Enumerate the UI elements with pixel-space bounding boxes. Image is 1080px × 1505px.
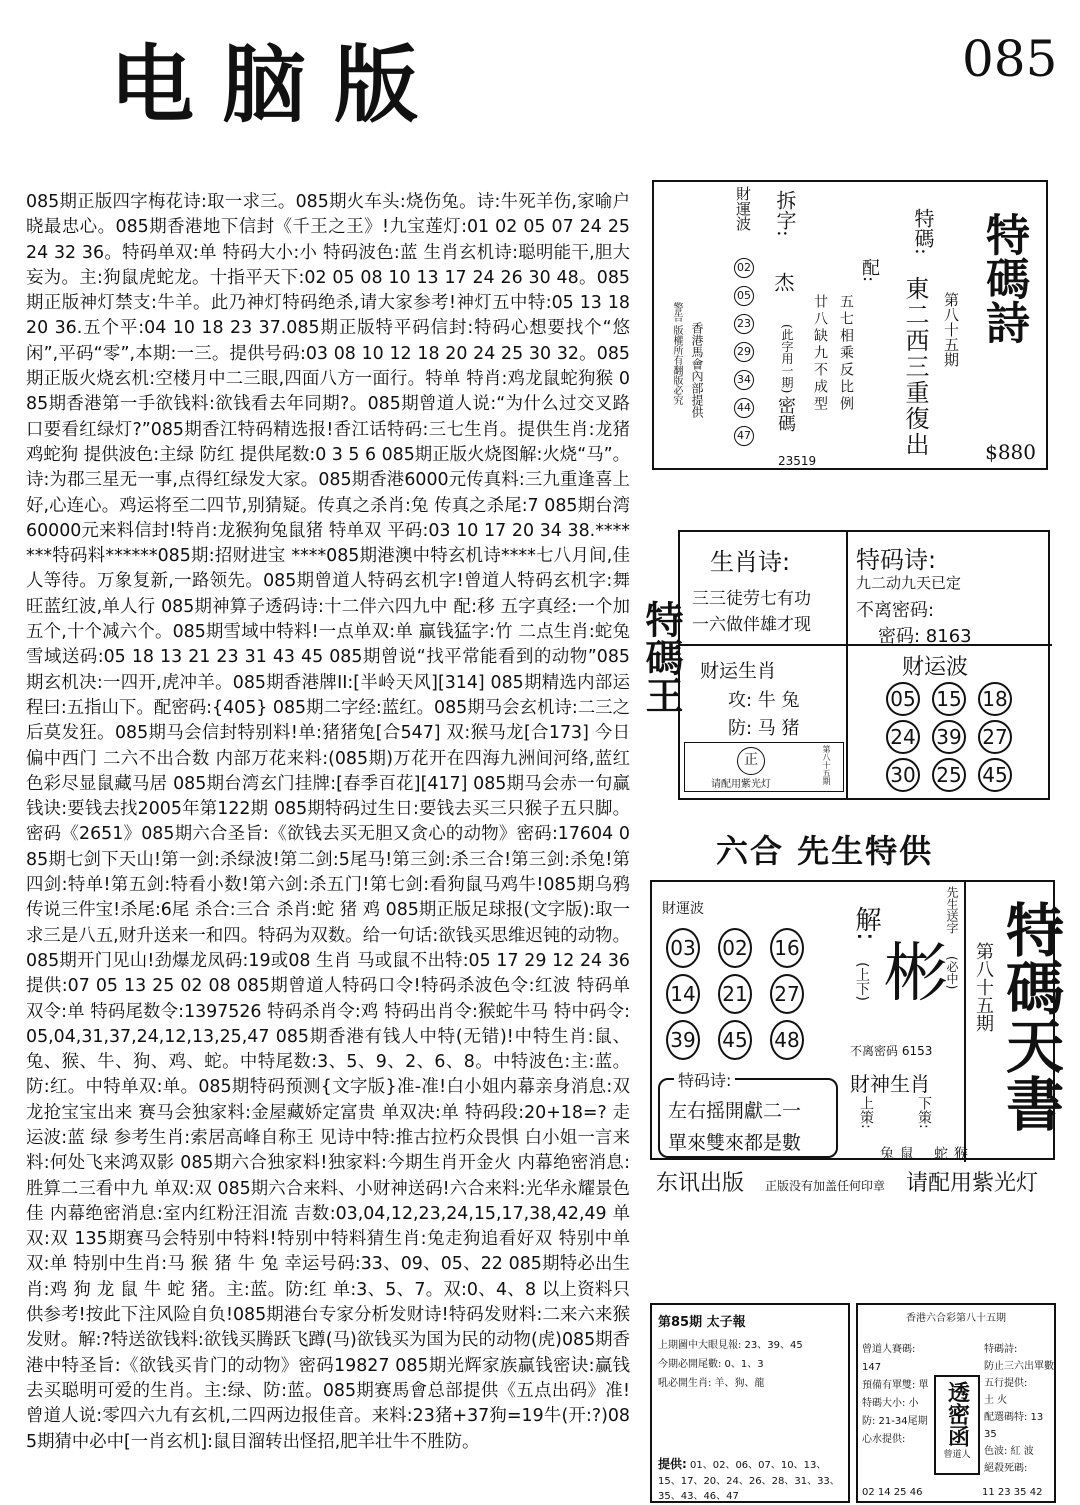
footer-lamp: 请配用紫光灯: [906, 1171, 1039, 1196]
zodiac-poem-title: 生肖诗:: [710, 548, 791, 576]
taizi-box: [650, 1303, 850, 1503]
liuhe-wave-title: 財運波: [662, 901, 704, 917]
tema-poem-code: 23519: [778, 454, 817, 468]
liuhe-wave-number: 39: [666, 1020, 700, 1060]
caishen-xia: 下策:: [916, 1096, 932, 1129]
liuhe-wave-number: 14: [666, 974, 700, 1014]
toumi-r-line-6: 絕殺死碼:: [984, 1463, 1028, 1474]
footer-line: [656, 1166, 1056, 1197]
liuhe-wave-number: 48: [770, 1020, 804, 1060]
chaizi-tail: 密碼: [775, 396, 796, 432]
toumi-header: 香港六合彩第八十五期: [906, 1313, 1006, 1324]
issue-number: 085: [962, 30, 1058, 88]
zodiac-poem-line-1: 三三徒劳七有功: [692, 589, 811, 609]
taizi-numbers: 01、02、06、07、10、13、15、17、20、24、26、28、31、33、35、43、46、47: [658, 1460, 840, 1502]
caishen-xia-items: 猴 蛇: [932, 1146, 968, 1160]
zodiac-fortune-title: 财运生肖: [700, 660, 777, 682]
liuhe-bizhong: (必中): [945, 956, 959, 990]
side-label-text: 特碼王: [639, 600, 684, 714]
liuhe-wave-number: 16: [770, 928, 804, 968]
toumi-r-line-5: 色波: 紅 波: [984, 1446, 1034, 1457]
taizi-line-2: 今期必開尾數: 0、1、3: [658, 1359, 764, 1370]
zodiac-tema-title: 特码诗:: [856, 546, 937, 574]
tema-line: 東二西三重復出: [901, 276, 929, 458]
taizi-provide-label: 提供:: [658, 1457, 687, 1471]
source-line-1: 香港馬會內部提供: [690, 322, 704, 418]
liuhe-banner: 六合 先生特供: [716, 832, 934, 870]
caiyun-number: 02: [734, 258, 754, 278]
zodiac-seal-note: 请配用紫光灯: [711, 779, 771, 790]
zodiac-tema-cell: [848, 532, 1052, 646]
zodiac-wave-title: 财运波: [902, 655, 969, 680]
toumi-row-2: 預備有單雙: 單: [862, 1380, 929, 1391]
zodiac-box: [678, 530, 1050, 800]
match-line-1: 五七相乘反比例: [838, 294, 854, 413]
zodiac-poem-line-2: 一六做伴雄才现: [692, 615, 811, 635]
toumi-center-frame: [934, 1375, 980, 1475]
toumi-right: [984, 1341, 1056, 1477]
chaizi-note: (此字用一期): [780, 324, 794, 394]
tianshu-issue: 第八十五期: [973, 942, 994, 1032]
match-line-2: 廿八缺九不成型: [812, 294, 828, 413]
wave-number: 45: [978, 758, 1012, 792]
toumi-r-line-3: 土 火: [984, 1395, 1008, 1406]
toumi-center: 透密函: [944, 1381, 970, 1447]
zodiac-attack: 攻: 牛 兔: [728, 690, 800, 711]
wave-number: 25: [932, 758, 966, 792]
liuhe-wave-number: 21: [718, 974, 752, 1014]
caishen-shang: 上策:: [858, 1096, 874, 1129]
toumi-bottom-right: 11 23 35 42: [982, 1487, 1043, 1498]
liuhe-wave-number: 02: [718, 928, 752, 968]
chaizi-label: 拆字:: [773, 190, 797, 237]
toumi-r-line-2: 五行提供:: [984, 1378, 1028, 1389]
tianshu-poem-line-1: 左右摇開獻二一: [668, 1100, 802, 1122]
liuhe-jie: 解:: [851, 906, 881, 941]
wave-number: 39: [932, 720, 966, 754]
zodiac-wave-cell: [848, 646, 1052, 798]
toumi-row-3: 特碼大小: 小: [862, 1398, 919, 1409]
taizi-line-1: 上期圖中大眼見報: 23、39、45: [658, 1340, 803, 1351]
toumi-bottom-left: 02 14 25 46: [862, 1487, 923, 1498]
tianshu-poem-title: 特码诗:: [674, 1068, 735, 1091]
toumi-box: [856, 1303, 1056, 1503]
toumi-left: [862, 1341, 932, 1449]
caiyun-label: 財運波: [734, 186, 752, 231]
taizi-line-3: 吼必開生肖: 羊、狗、龍: [658, 1378, 765, 1389]
liuhe-wave-number: 27: [770, 974, 804, 1014]
zodiac-tema-line-1: 九二动九天已定: [856, 574, 962, 592]
liuhe-jie-note: (上下): [854, 962, 870, 1001]
tianshu-poem-line-2: 單來雙來都是數: [668, 1132, 802, 1154]
wave-number: 24: [886, 720, 920, 754]
tema-poem-title: 特碼詩: [978, 212, 1029, 344]
wave-number: 30: [886, 758, 920, 792]
caiyun-number: 47: [734, 426, 754, 446]
caishen-shang-items: 鼠 兔: [878, 1146, 914, 1160]
wave-number: 05: [886, 682, 920, 716]
toumi-row-1: 曾道人賽碼: 147: [862, 1344, 916, 1373]
tema-poem-issue: 第八十五期: [942, 292, 960, 367]
zodiac-defend: 防: 马 猪: [728, 718, 800, 739]
zodiac-tema-line-3: 密码: 8163: [878, 626, 972, 647]
tianshu-title: 特碼天書: [996, 900, 1064, 1132]
wave-number: 15: [932, 682, 966, 716]
caishen-title: 財神生肖: [850, 1072, 930, 1096]
toumi-r-title: 特碼詩:: [984, 1344, 1018, 1355]
liuhe-buli: 不离密码 6153: [850, 1044, 933, 1058]
toumi-r-line-4: 配選碼特: 13 35: [984, 1412, 1044, 1440]
liuhe-wave-number: 03: [666, 928, 700, 968]
toumi-center-sub: 曾道人: [943, 1450, 971, 1460]
tianshu-poem-frame: [658, 1071, 838, 1158]
tema-poem-price: $880: [985, 440, 1036, 464]
footer-note: 正版没有加盖任何印章: [765, 1179, 886, 1193]
source-line-2: 警告 版權所有翻版必究: [671, 302, 682, 406]
tema-poem-box: [652, 180, 1048, 470]
caiyun-numbers: [734, 254, 756, 450]
zodiac-seal-frame: [684, 742, 844, 792]
wave-number: 18: [978, 682, 1012, 716]
liuhe-big-char: 彬: [884, 937, 948, 1011]
liuhe-wave-number: 45: [718, 1020, 752, 1060]
taizi-title: 第85期 太子報: [658, 1315, 746, 1330]
toumi-row-5: 心水提供:: [862, 1434, 906, 1445]
footer-publisher: 东讯出版: [656, 1171, 745, 1196]
side-label: [634, 600, 684, 714]
tema-label: 特碼:: [911, 208, 935, 255]
caiyun-number: 34: [734, 370, 754, 390]
tianshu-divider: [964, 882, 966, 1162]
caiyun-number: 05: [734, 286, 754, 306]
tianshu-box: [650, 880, 1064, 1160]
match-label: 配:: [859, 258, 880, 283]
wave-number: 27: [978, 720, 1012, 754]
chaizi-char: 杰: [771, 272, 795, 292]
toumi-row-4: 防: 21-34尾期: [862, 1416, 928, 1427]
toumi-r-line-1: 防止三六出單數: [984, 1361, 1054, 1372]
zodiac-fortune-cell: [680, 646, 848, 798]
caiyun-number: 44: [734, 398, 754, 418]
masthead-title: 电脑版: [110, 35, 447, 134]
seal-icon: 正: [737, 747, 765, 775]
liuhe-xiansheng: 先生送字: [945, 886, 959, 934]
zodiac-issue-note: 第八十五期: [822, 745, 831, 785]
caiyun-number: 29: [734, 342, 754, 362]
zodiac-tema-line-2: 不离密码:: [856, 600, 935, 621]
main-article: 085期正版四字梅花诗:取一求三。085期火车头:烧伤兔。诗:牛死羊伤,家喻户晓最忠心。085期香港地下信封《千王之王》!九宝莲灯:01 02 05 07 24 25 24 32 36。特码单双:单 特码大小:小 特码波色:蓝 生肖玄机诗:聪明能干,胆大妄为。主:狗鼠虎蛇龙。十指平天下:02 05 08 10 13 17 24 26 30 48。085期正版神灯禁支:牛羊。此乃神灯特码绝杀,请大家参考!神灯五中特:05 13 18 20 36.五个平:04 10 18 23 37.085期正版特平码信封:特码心想要找个“悠闲”,平码“零”,本期:一三。提供号码:03 08 10 12 18 20 24 25 30 32。085期正版火烧玄机:空楼月中二三眼,四面八方一面行。特单 特肖:鸡龙鼠蛇狗猴 085期香港第一手欲钱料:欲钱看去年同期?。085期曾道人说:“为什么过交叉路口要看红绿灯?”085期香江特码精选报!香江话特码:三七生肖。提供生肖:龙猪鸡蛇狗 提供波色:主绿 防红 提供尾数:0 3 5 6 085期正版火烧图解:火烧“马”。诗:为郡三星无一事,点得红绿发大家。085期香港6000元传真料:三九重逢喜上好,心连心。鸡运将至二四节,别猜疑。传真之杀肖:兔 传真之杀尾:7 085期台湾60000元来料信封!特肖:龙猴狗兔鼠猪 特单双 平码:03 10 17 20 34 38.*******特码料******085期:招财进宝 ****085期港澳中特玄机诗****七八月间,佳人等待。万象复新,一路领先。085期曾道人特码玄机字!曾道人特码玄机字:舞 旺蓝红波,单人行 085期神算子透码诗:十二伴六四九中 配:移 五字真经:一个加五个,十个减六个。085期雪域中特料!一点单双:单 赢钱猛字:竹 二点生肖:蛇兔 雪域送码:05 18 13 21 23 31 43 45 085期曾说“找平常能看到的动物”085期玄机决:一四开,虎冲羊。085期香港牌II:[半岭天风][314] 085期精选内部运程曰:五指山下。配密码:{405} 085期二字经:蓝红。085期马会玄机诗:二三之后莫发狂。085期马会信封特别料!单:猪猪兔[合547] 双:猴马龙[合173] 今日偏中西门 二六不出合数 内部万花来料:(085期)万花开在四海九洲间河络,蓝红色彩尽显鼠藏马居 085期台湾玄门挂牌:[春季百花][417] 085期马会赤一句赢钱诀:要钱去找2005年第122期 085期特码过生日:要钱去买三只猴子五只脚。密码《2651》085期六合圣旨:《欲钱去买无胆又贪心的动物》密码:17604 085期七剑下天山!第一剑:杀绿波!第二剑:5尾马!第三剑:杀三合!第三剑:杀兔!第四剑:特单!第五剑:特看小数!第六剑:杀五门!第七剑:看狗鼠马鸡牛!085期乌鸦传说三件宝!杀尾:6尾 杀合:三合 杀肖:蛇 猪 鸡 085期正版足球报(文字版):取一求三是八五,财升送来一和四。特码为双数。给一句话:欲钱买思维迟钝的动物。085期开门见山!劲爆龙凤码:19或08 生肖 马或鼠不出特:05 17 29 12 24 36 提供:07 05 13 25 02 08 085期曾道人特码口令!特码杀波色令:红波 特码单双令:单 特码尾数令:1397526 特码杀肖令:鸡 特码出肖令:猴蛇牛马 特中码令:05,04,31,37,24,12,13,25,47 085期香港有钱人中特(无错)!中特生肖:鼠、兔、猴、牛、狗、鸡、蛇。中特尾数:3、5、9、2、6、8。中特波色:主:蓝。防:红。中特单双:单。085期特码预测{文字版}准-准!白小姐内幕亲身消息:双龙抢宝宝出来 赛马会独家料:金屋藏娇定富贵 单双决:单 特码段:20+18=? 走运波:蓝 绿 参考生肖:索居高峰自称王 见诗中特:推古拉朽众畏惧 白小姐一言来料:何处飞来鸿双影 085期六合独家料!独家料:今期生肖开金火 内幕绝密消息:胜算二三看中九 单双:双 085期六合来料、小财神送码!六合来料:光华永耀景色佳 内幕绝密消息:室内红粉汪泪流 吉数:03,04,12,23,24,15,17,38,42,49 单双:双 135期赛马会特别中特料!特别中特料猜生肖:兔走狗追看好双 特别中单双:单 特别中生肖:马 猴 猪 牛 兔 幸运号码:33、09、05、22 085期特必出生肖:鸡 狗 龙 鼠 牛 蛇 猪。主:蓝。防:红 单:3、5、7。双:0、4、8 以上资料只供参考!按此下注风险自负!085期港台专家分析发财诗!特码发财料:二来六来猴发财。解:?特送欲钱料:欲钱买腾跃飞蹲(马)欲钱买为国为民的动物(虎)085期香港中特圣旨:《欲钱买肯门的动物》密码19827 085期光辉家族赢钱密诀:赢钱去买聪明可爱的生肖。主:绿、防:蓝。085期赛馬會总部提供《五点出码》准!曾道人说:零四六九有玄机,二四两边报佳音。来料:23猪+37狗=19牛(开:?)085期猜中必中[一肖玄机]:鼠目溜转出怪招,肥羊壮牛不胜防。: [26, 192, 630, 1452]
zodiac-poem-cell: [680, 532, 848, 646]
caiyun-number: 23: [734, 314, 754, 334]
